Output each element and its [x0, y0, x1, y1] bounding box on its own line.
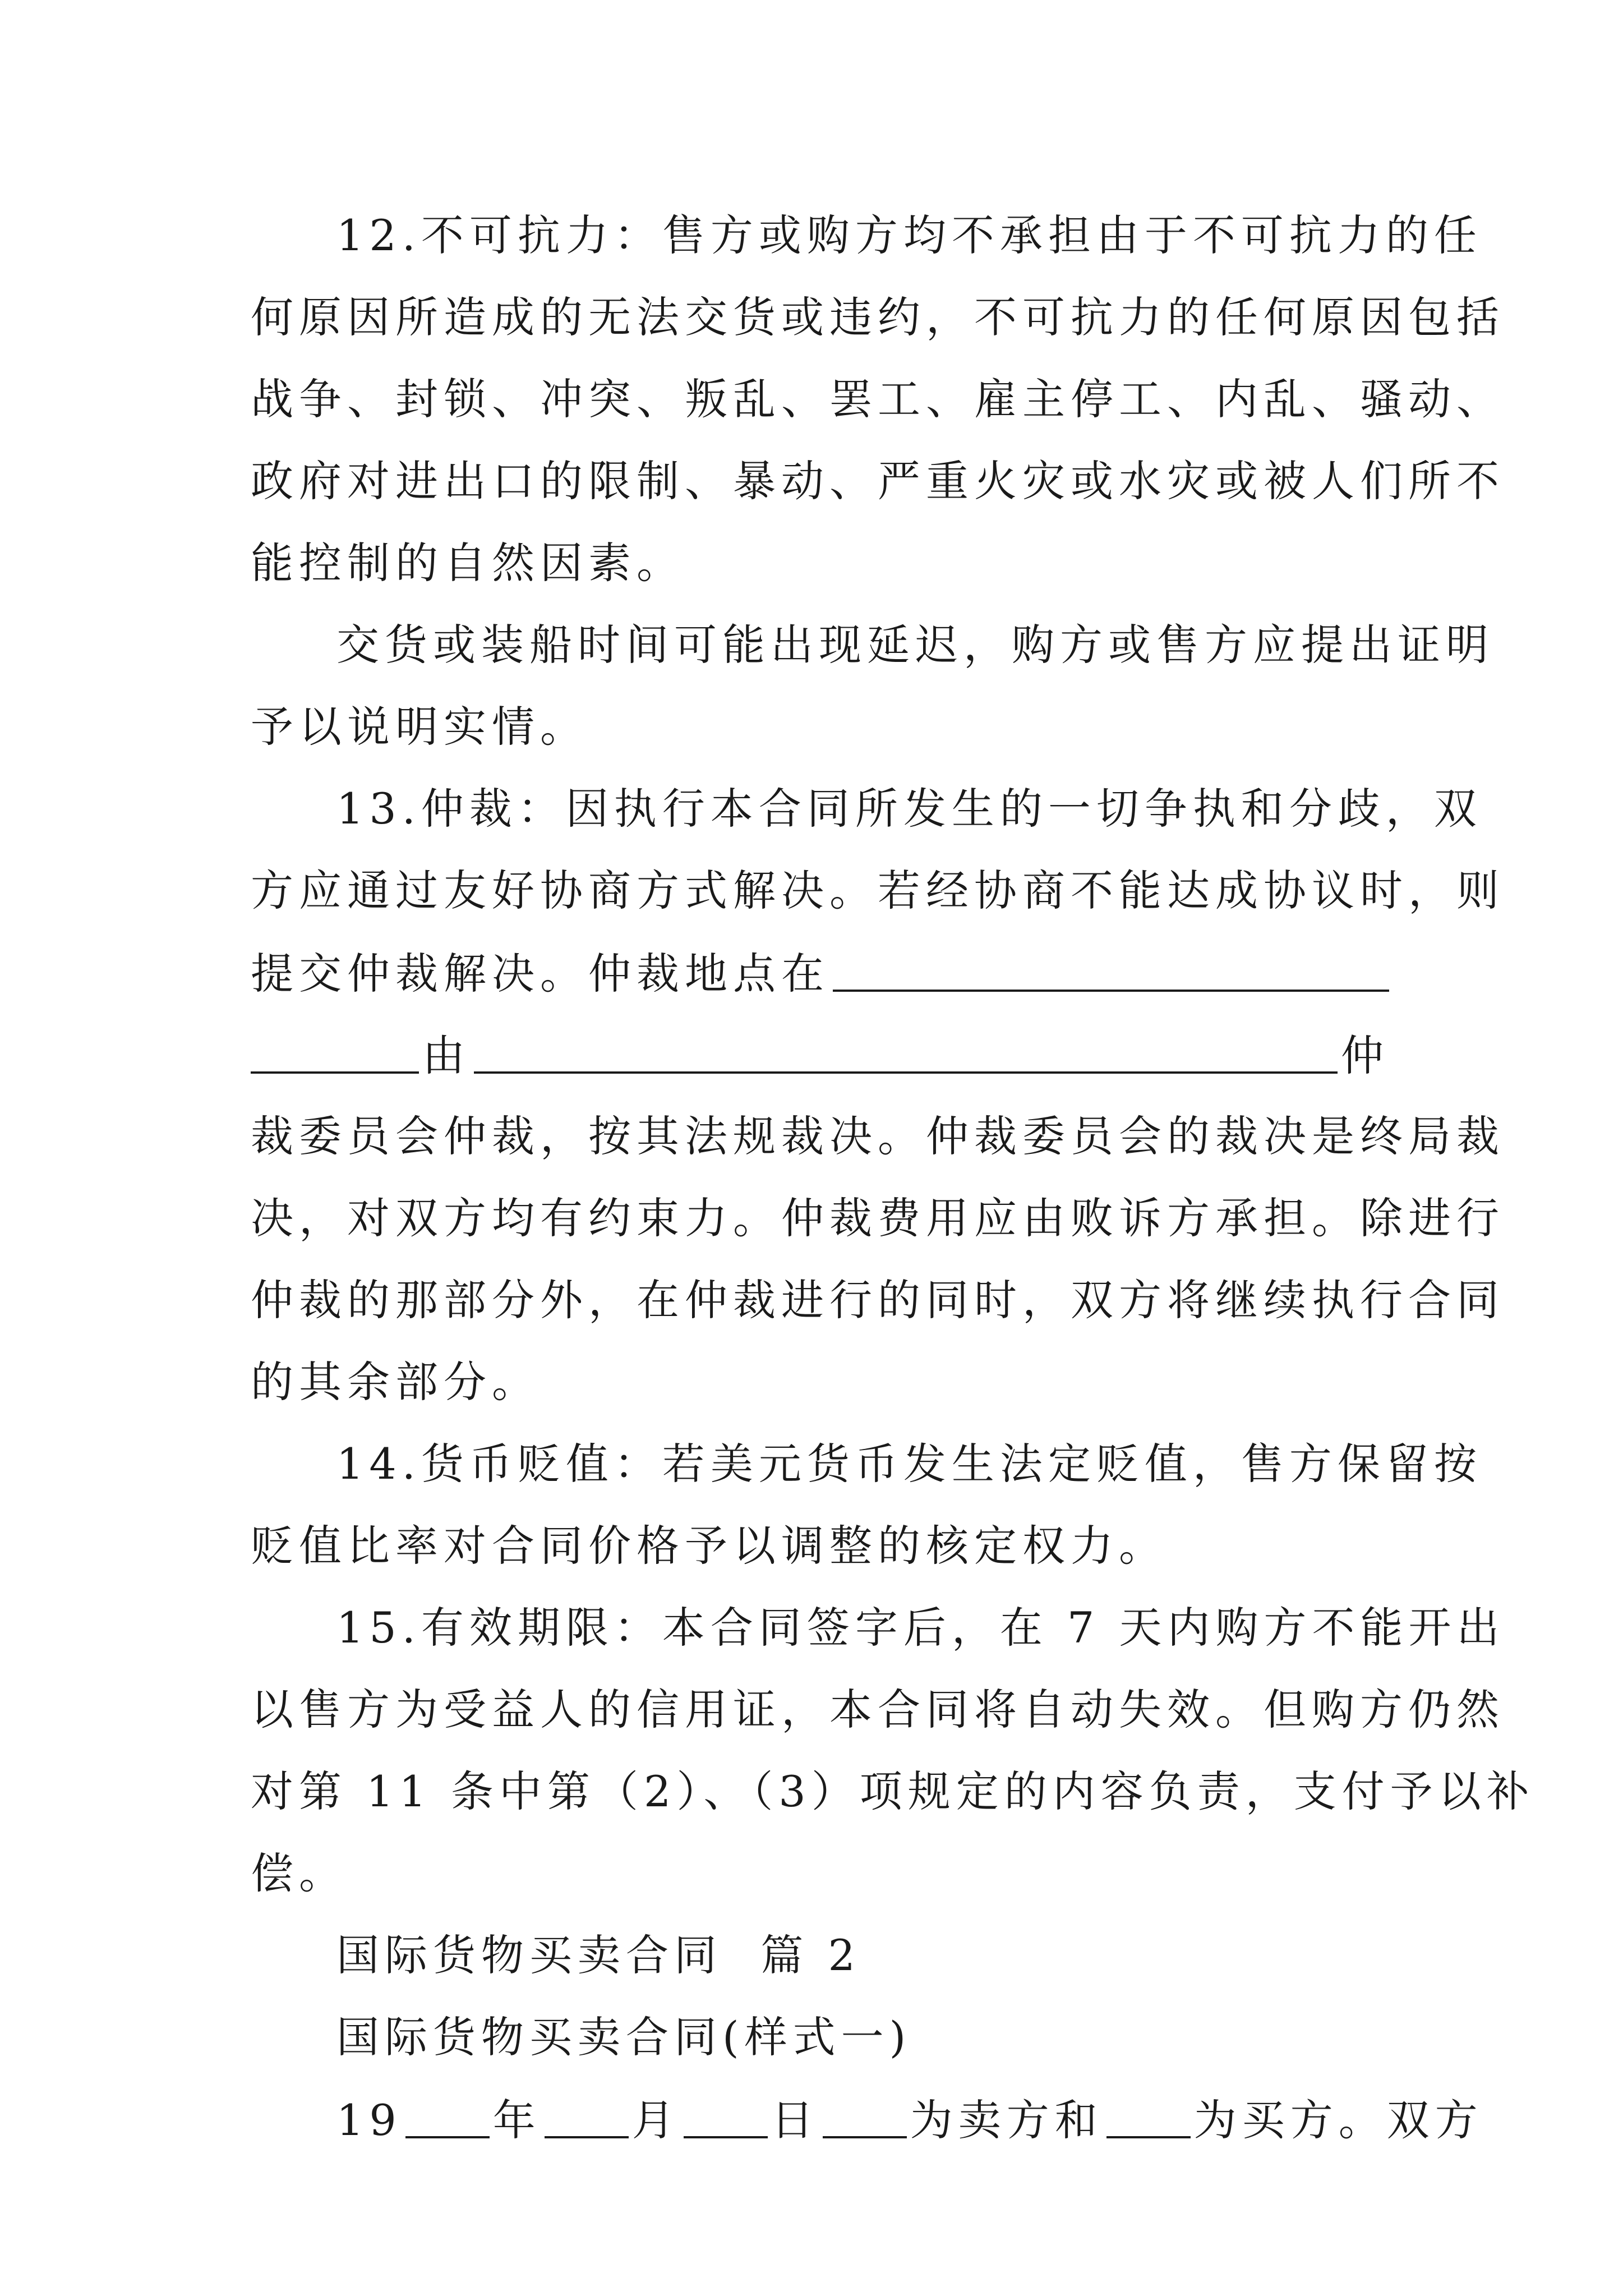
clause-12-line-4: 政府对进出口的限制、暴动、严重火灾或水灾或被人们所不 — [251, 456, 1505, 506]
arbitration-place-label: 提交仲裁解决。仲裁地点在 — [251, 949, 829, 999]
clause-12-para2-line-1: 交货或装船时间可能出现延迟，购方或售方应提出证明 — [336, 620, 1494, 670]
clause-13-line-3 — [251, 945, 1389, 1002]
clause-14-line-2: 贬值比率对合同价格予以调整的核定权力。 — [251, 1521, 1167, 1571]
section-heading: 国际货物买卖合同 篇 2 — [336, 1930, 861, 1980]
year-label: 年 — [492, 2095, 541, 2145]
arbitration-place-blank-cont — [251, 1027, 419, 1074]
clause-13-line-6: 决，对双方均有约束力。仲裁费用应由败诉方承担。除进行 — [251, 1193, 1505, 1243]
arbitration-place-blank — [833, 945, 1389, 992]
document-subtitle: 国际货物买卖合同(样式一) — [336, 2012, 912, 2062]
year-prefix: 19 — [336, 2095, 402, 2145]
contract-date-parties-line — [336, 2091, 1483, 2148]
year-blank — [405, 2091, 490, 2138]
buyer-blank — [1106, 2091, 1191, 2138]
clause-13-line-7: 仲裁的那部分外，在仲裁进行的同时，双方将继续执行合同 — [251, 1275, 1505, 1325]
clause-13-line-8: 的其余部分。 — [251, 1357, 540, 1407]
clause-15-line-1: 15.有效期限：本合同签字后，在 7 天内购方不能开出 — [336, 1603, 1505, 1653]
month-label: 月 — [631, 2095, 680, 2145]
day-blank — [684, 2091, 768, 2138]
clause-12-line-5: 能控制的自然因素。 — [251, 538, 685, 588]
clause-12-line-1: 12.不可抗力：售方或购方均不承担由于不可抗力的任 — [336, 210, 1482, 260]
clause-12-line-2: 何原因所造成的无法交货或违约，不可抗力的任何原因包括 — [251, 292, 1505, 342]
clause-13-line-1: 13.仲裁：因执行本合同所发生的一切争执和分歧，双 — [336, 784, 1482, 834]
arbitration-by-label: 由 — [422, 1030, 471, 1080]
arbitration-commission-blank — [474, 1027, 1338, 1074]
clause-15-line-3: 对第 11 条中第（2）、（3）项规定的内容负责，支付予以补 — [251, 1766, 1535, 1816]
clause-12-para2-line-2: 予以说明实情。 — [251, 702, 588, 752]
clause-14-line-1: 14.货币贬值：若美元货币发生法定贬值，售方保留按 — [336, 1439, 1482, 1489]
month-blank — [545, 2091, 629, 2138]
arbitration-line-end: 仲 — [1341, 1030, 1389, 1080]
day-label: 日 — [771, 2095, 819, 2145]
clause-15-line-4: 偿。 — [251, 1848, 347, 1898]
clause-12-line-3: 战争、封锁、冲突、叛乱、罢工、雇主停工、内乱、骚动、 — [251, 374, 1505, 424]
clause-13-line-5: 裁委员会仲裁，按其法规裁决。仲裁委员会的裁决是终局裁 — [251, 1111, 1505, 1161]
clause-13-line-2: 方应通过友好协商方式解决。若经协商不能达成协议时，则 — [251, 866, 1505, 915]
clause-13-line-4 — [251, 1027, 1389, 1084]
seller-blank — [823, 2091, 907, 2138]
seller-label: 为卖方和 — [910, 2095, 1103, 2145]
buyer-label: 为买方。双方 — [1193, 2095, 1483, 2145]
clause-15-line-2: 以售方为受益人的信用证，本合同将自动失效。但购方仍然 — [251, 1685, 1505, 1734]
